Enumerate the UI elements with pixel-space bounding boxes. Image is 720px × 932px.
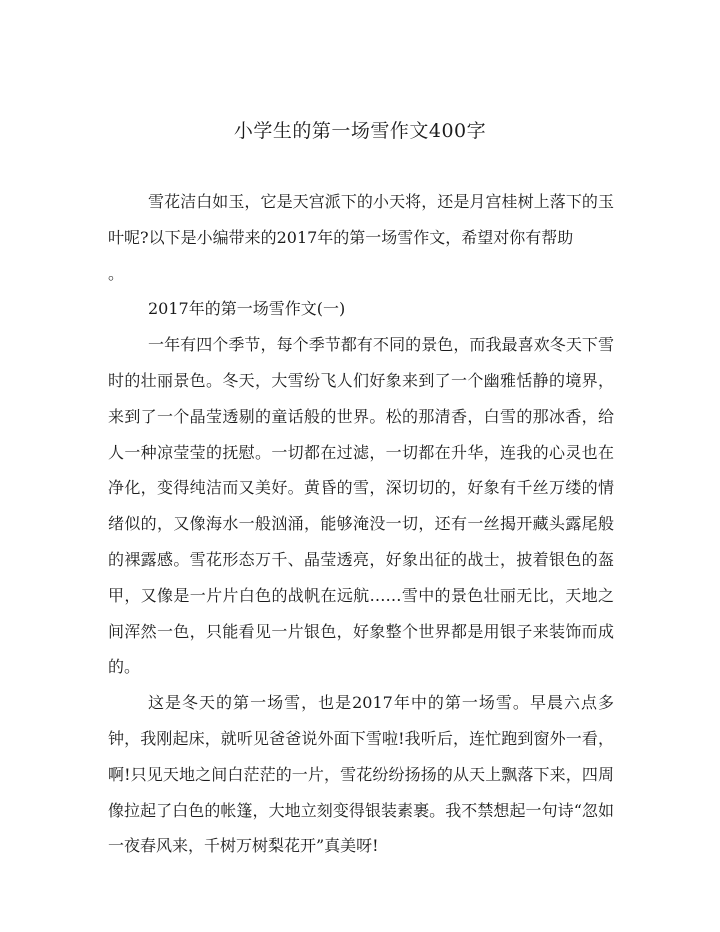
intro-paragraph-tail: 。 [108,263,125,283]
intro-paragraph: 雪花洁白如玉，它是天宫派下的小天将，还是月宫桂树上落下的玉叶呢?以下是小编带来的2017年的第一场雪作文，希望对你有帮助 [108,192,614,247]
body-paragraph: 一年有四个季节，每个季节都有不同的景色，而我最喜欢冬天下雪时的壮丽景色。冬天，大雪纷飞人们好象来到了一个幽雅恬静的境界，来到了一个晶莹透剔的童话般的世界。松的那清香，白雪的那冰香，给人一种凉莹莹的抚慰。一切都在过滤，一切都在升华，连我的心灵也在净化，变得纯洁而又美好。黄昏的雪，深切切的，好象有千丝万缕的情绪似的，又像海水一般汹涌，能够淹没一切，还有一丝揭开藏头露尾般的裸露感。雪花形态万千、晶莹透亮，好象出征的战士，披着银色的盔甲，又像是一片片白色的战帆在远航……雪中的景色壮丽无比，天地之间浑然一色，只能看见一片银色，好象整个世界都是用银子来装饰而成的。 [108,335,614,677]
document-body [108,184,614,864]
section-heading: 2017年的第一场雪作文(一) [148,299,346,319]
document-title: 小学生的第一场雪作文400字 [233,120,487,142]
body-paragraph: 这是冬天的第一场雪，也是2017年中的第一场雪。早晨六点多钟，我刚起床，就听见爸爸说外面下雪啦!我听后，连忙跑到窗外一看，啊!只见天地之间白茫茫的一片，雪花纷纷扬扬的从天上飘落下来，四周像拉起了白色的帐篷，大地立刻变得银装素裹。我不禁想起一句诗“忽如一夜春风来，千树万树梨花开”真美呀! [108,693,614,856]
